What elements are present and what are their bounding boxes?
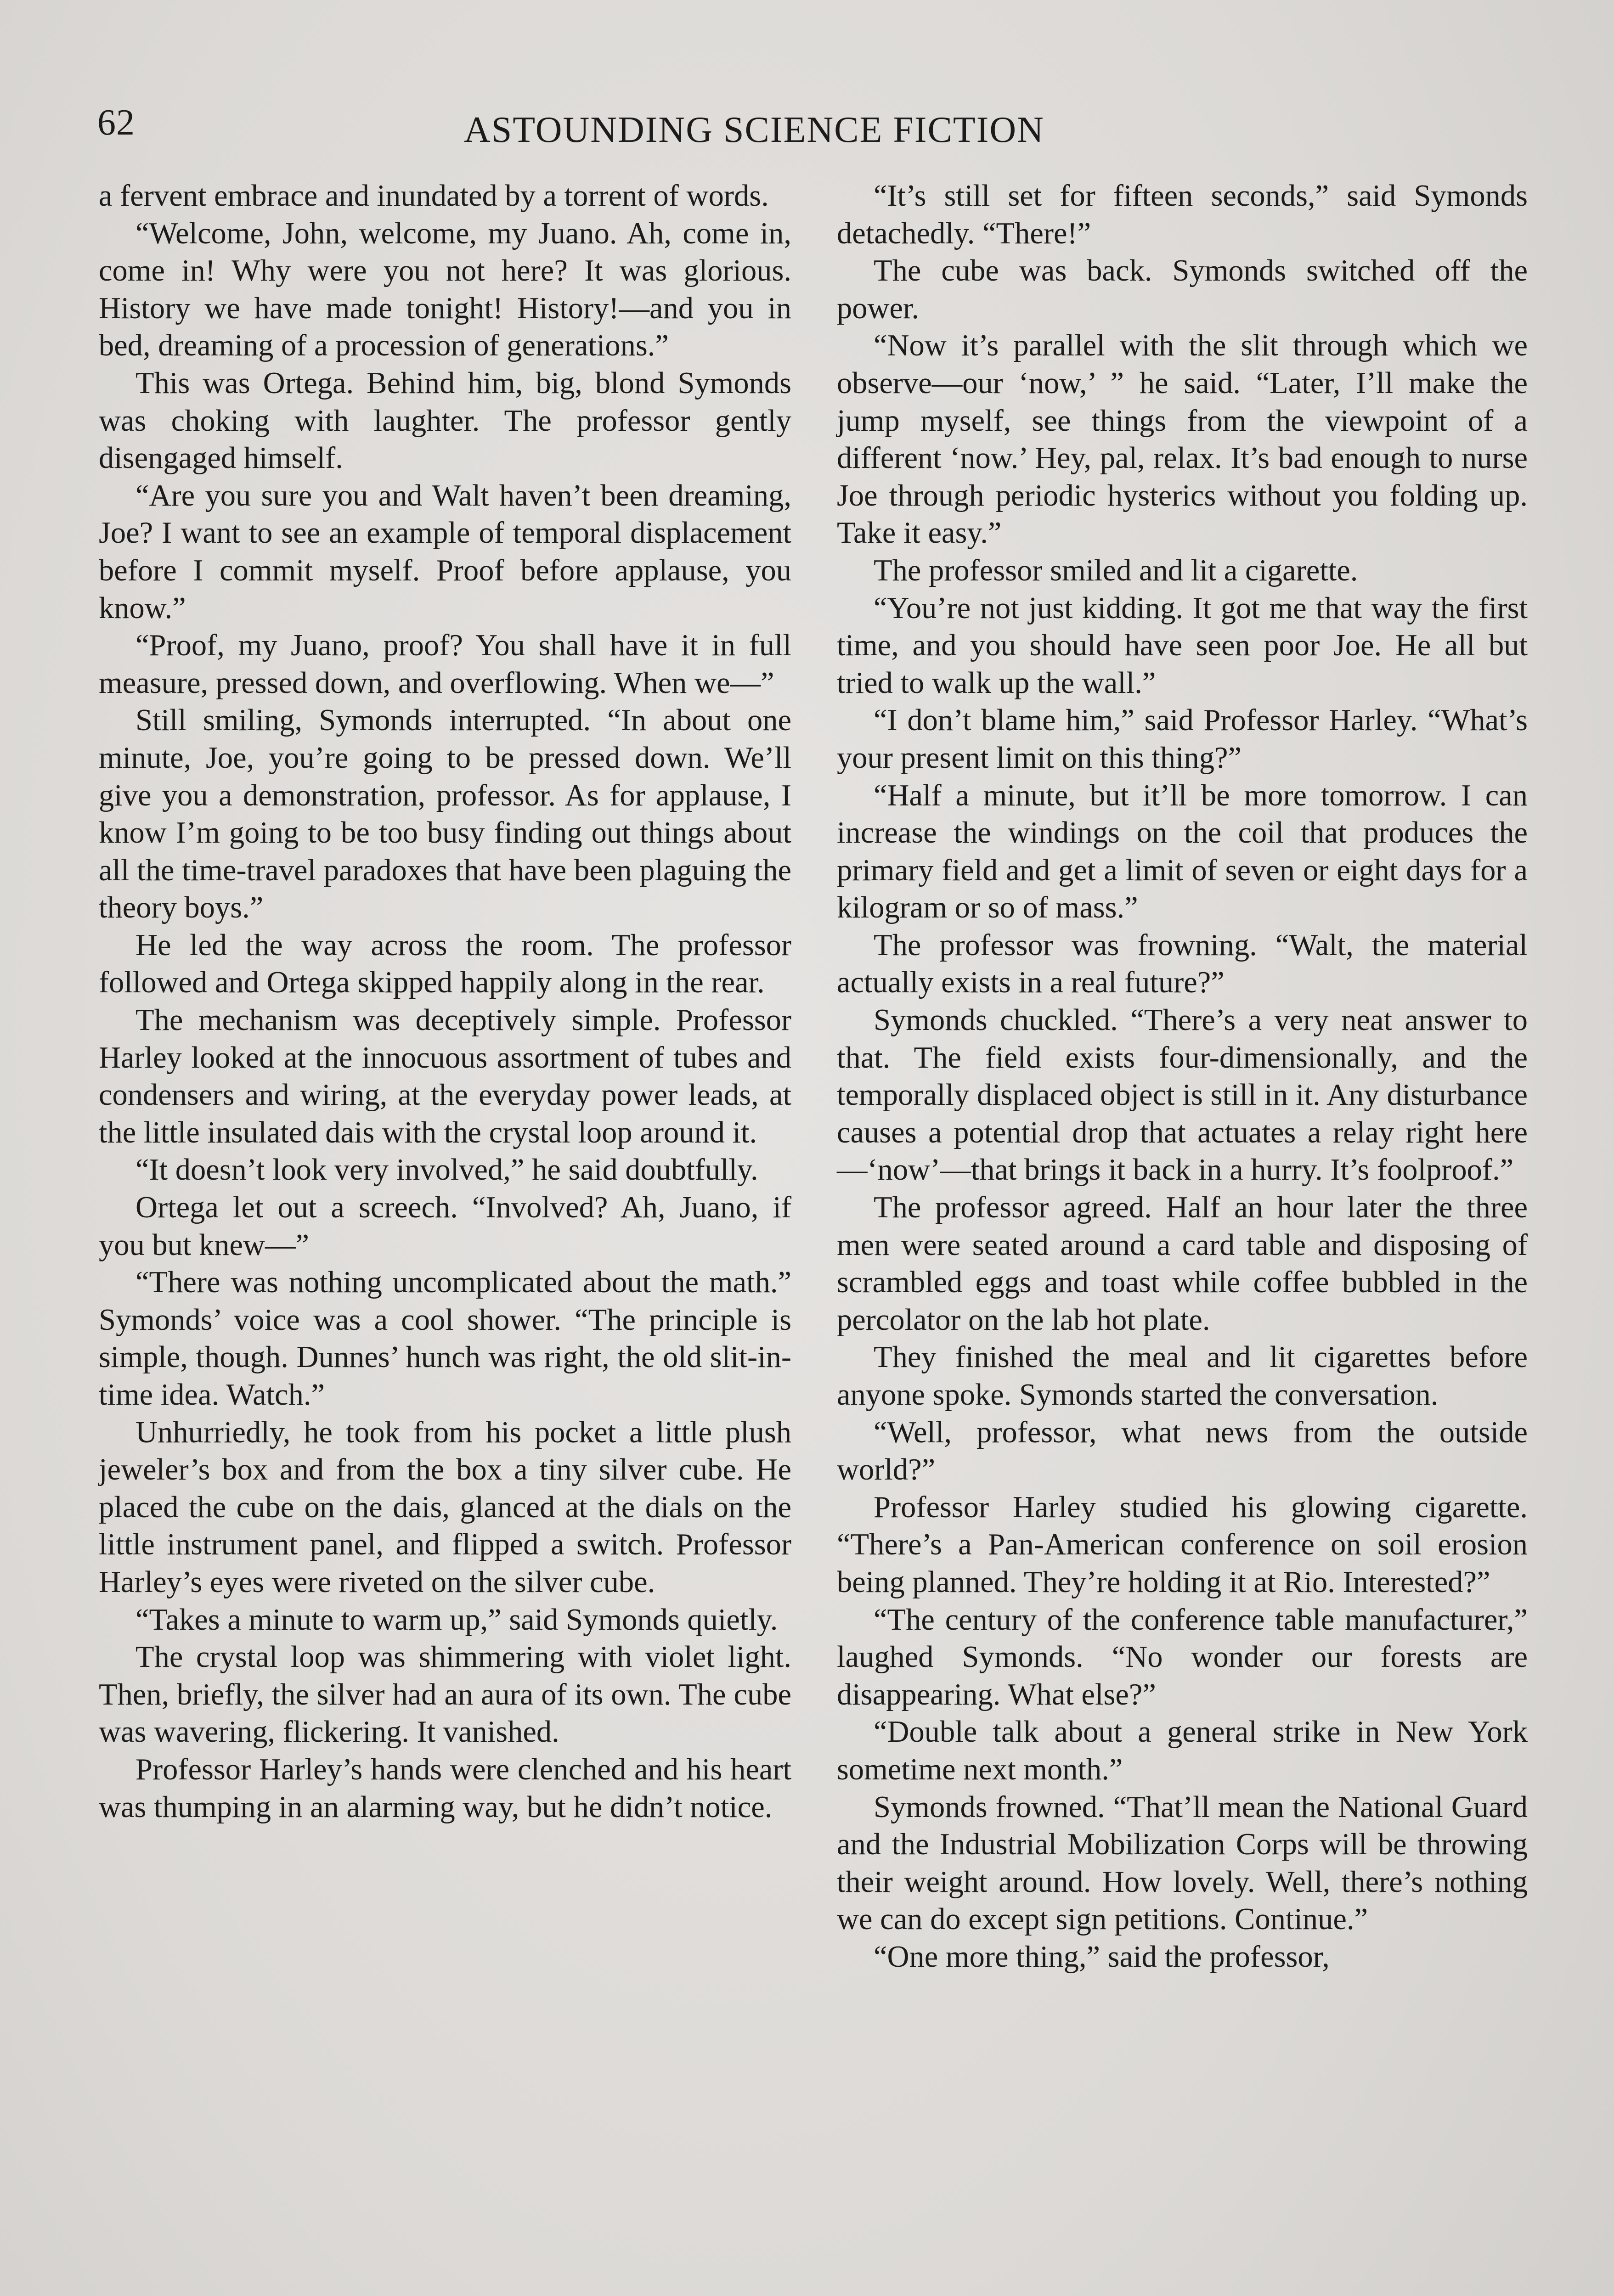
- paragraph: “Half a minute, but it’ll be more tomorrow. I can increase the windings on the coil that produces the primary field and get a limit of seven or eight days for a kilogram or so of mass.”: [837, 778, 1528, 925]
- paragraph: The crystal loop was shimmering with violet light. Then, briefly, the silver had an aura of its own. The cube was wavering, flickering. It vanished.: [99, 1640, 791, 1749]
- paragraph: “I don’t blame him,” said Professor Harley. “What’s your present limit on this thing?”: [837, 703, 1528, 775]
- paragraph: “Well, professor, what news from the outside world?”: [837, 1415, 1528, 1487]
- paragraph: a fervent embrace and inundated by a torrent of words.: [99, 179, 769, 213]
- paragraph: “One more thing,” said the professor,: [874, 1940, 1330, 1974]
- paragraph: The cube was back. Symonds switched off the power.: [837, 254, 1528, 325]
- paragraph: “There was nothing uncomplicated about the math.” Symonds’ voice was a cool shower. “The principle is simple, though. Dunnes’ hunch was right, the old slit-in-time idea. Watch.”: [99, 1266, 791, 1412]
- paragraph: “Takes a minute to warm up,” said Symonds quietly.: [135, 1603, 778, 1637]
- paragraph: Ortega let out a screech. “Involved? Ah, Juano, if you but knew—”: [99, 1191, 791, 1262]
- right-column: [837, 177, 1528, 1976]
- page-number: 62: [97, 102, 135, 143]
- paragraph: The professor was frowning. “Walt, the material actually exists in a real future?”: [837, 928, 1528, 1000]
- paragraph: “You’re not just kidding. It got me that way the first time, and you should have seen poor Joe. He all but tried to walk up the wall.”: [837, 591, 1528, 700]
- paragraph: “It doesn’t look very involved,” he said doubtfully.: [135, 1153, 758, 1187]
- paragraph: “Now it’s parallel with the slit through which we observe—our ‘now,’ ” he said. “Later, I’ll make the jump myself, see things from the viewpoint of a different ‘now.’ Hey, pal, relax. It’s bad enough to nurse Joe through periodic hysterics without you folding up. Take it easy.”: [837, 329, 1528, 550]
- paragraph: “Proof, my Juano, proof? You shall have it in full measure, pressed down, and overflowing. When we—”: [99, 629, 791, 700]
- paragraph: This was Ortega. Behind him, big, blond Symonds was choking with laughter. The professor gently disengaged himself.: [99, 366, 791, 475]
- paragraph: “It’s still set for fifteen seconds,” said Symonds detachedly. “There!”: [837, 179, 1528, 250]
- left-column: [99, 177, 791, 1826]
- paragraph: Unhurriedly, he took from his pocket a little plush jeweler’s box and from the box a tiny silver cube. He placed the cube on the dais, glanced at the dials on the little instrument panel, and flipped a switch. Professor Harley’s eyes were riveted on the silver cube.: [99, 1415, 791, 1599]
- paragraph: “Are you sure you and Walt haven’t been dreaming, Joe? I want to see an example of temporal displacement before I commit myself. Proof before applause, you know.”: [99, 478, 791, 625]
- paragraph: The professor smiled and lit a cigarette.: [874, 553, 1358, 587]
- paragraph: Still smiling, Symonds interrupted. “In about one minute, Joe, you’re going to be pressed down. We’ll give you a demonstration, professor. As for applause, I know I’m going to be too busy finding out things about all the time-travel paradoxes that have been plaguing the theory boys.”: [99, 703, 791, 925]
- paragraph: Symonds frowned. “That’ll mean the National Guard and the Industrial Mobilization Corps will be throwing their weight around. How lovely. Well, there’s nothing we can do except sign petitions. Continue.”: [837, 1790, 1528, 1936]
- paragraph: “The century of the conference table manufacturer,” laughed Symonds. “No wonder our forests are disappearing. What else?”: [837, 1603, 1528, 1711]
- paragraph: He led the way across the room. The professor followed and Ortega skipped happily along in the rear.: [99, 928, 791, 1000]
- paragraph: “Welcome, John, welcome, my Juano. Ah, come in, come in! Why were you not here? It was glorious. History we have made tonight! History!—and you in bed, dreaming of a procession of generations.”: [99, 216, 791, 363]
- paragraph: “Double talk about a general strike in New York sometime next month.”: [837, 1715, 1528, 1786]
- paragraph: Professor Harley’s hands were clenched and his heart was thumping in an alarming way, but he didn’t notice.: [99, 1752, 791, 1824]
- paragraph: The professor agreed. Half an hour later the three men were seated around a card table and disposing of scrambled eggs and toast while coffee bubbled in the percolator on the lab hot plate.: [837, 1191, 1528, 1337]
- paragraph: They finished the meal and lit cigarettes before anyone spoke. Symonds started the conversation.: [837, 1340, 1528, 1412]
- paragraph: Professor Harley studied his glowing cigarette. “There’s a Pan-American conference on soil erosion being planned. They’re holding it at Rio. Interested?”: [837, 1490, 1528, 1599]
- paragraph: Symonds chuckled. “There’s a very neat answer to that. The field exists four-dimensionally, and the temporally displaced object is still in it. Any disturbance causes a potential drop that actuates a relay right here—‘now’—that brings it back in a hurry. It’s foolproof.”: [837, 1003, 1528, 1187]
- paragraph: The mechanism was deceptively simple. Professor Harley looked at the innocuous assortment of tubes and condensers and wiring, at the everyday power leads, at the little insulated dais with the crystal loop around it.: [99, 1003, 791, 1149]
- running-head-title: ASTOUNDING SCIENCE FICTION: [464, 110, 1044, 150]
